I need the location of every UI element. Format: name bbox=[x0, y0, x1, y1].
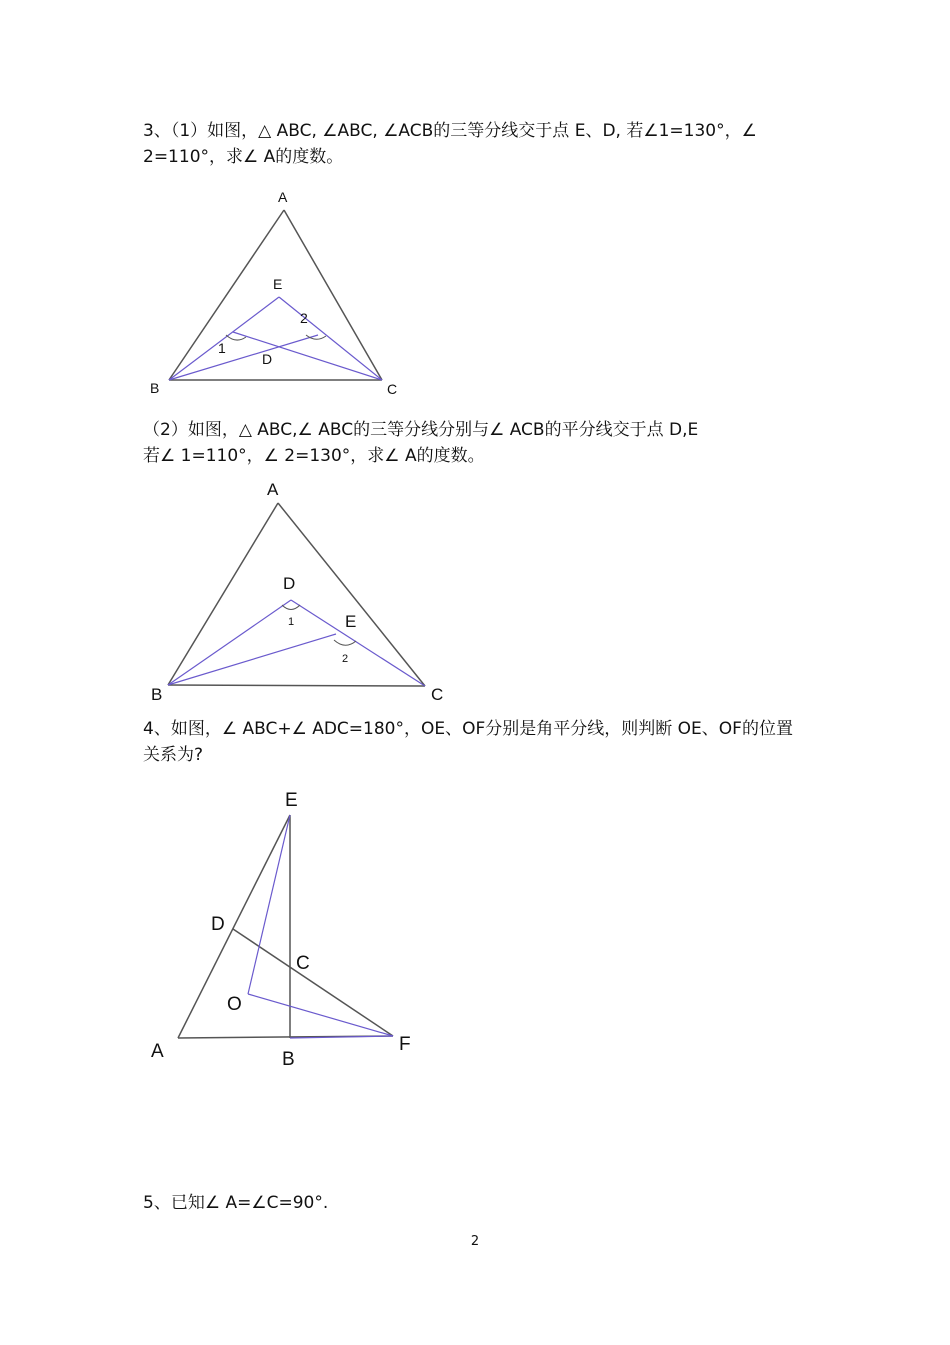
fig3-label-b: B bbox=[282, 1049, 295, 1070]
fig3-label-c: C bbox=[296, 953, 310, 974]
fig2-label-2: 2 bbox=[342, 653, 349, 665]
fig1-label-c: C bbox=[387, 381, 398, 397]
fig3-label-o: O bbox=[227, 994, 242, 1015]
fig3-label-a: A bbox=[151, 1041, 164, 1062]
problem3-part1-line2: 2=110°，求∠ A的度数。 bbox=[143, 147, 344, 167]
fig2-label-1: 1 bbox=[288, 616, 295, 628]
fig1-label-d: D bbox=[262, 351, 273, 367]
figure-3 bbox=[140, 780, 430, 1080]
problem4-line1: 4、如图，∠ ABC+∠ ADC=180°，OE、OF分别是角平分线，则判断 OE、OF的位置 bbox=[143, 719, 793, 739]
problem3-part1-line1: 3、（1）如图，△ ABC, ∠ABC, ∠ACB的三等分线交于点 E、D, 若∠1=130°，∠ bbox=[143, 121, 757, 141]
fig1-label-1: 1 bbox=[218, 340, 226, 356]
fig1-trisectors bbox=[169, 297, 382, 380]
fig2-angle1-arc bbox=[282, 605, 300, 610]
figure-1 bbox=[140, 180, 420, 400]
fig2-label-c: C bbox=[431, 685, 444, 704]
fig1-label-e: E bbox=[273, 276, 283, 292]
fig3-label-f: F bbox=[399, 1034, 411, 1055]
problem3-part2-line1: （2）如图，△ ABC,∠ ABC的三等分线分别与∠ ACB的平分线交于点 D,E bbox=[143, 420, 699, 440]
figure-2 bbox=[140, 475, 460, 710]
fig3-label-e: E bbox=[285, 790, 298, 811]
fig1-label-a: A bbox=[278, 189, 288, 205]
problem3-part2-line2: 若∠ 1=110°，∠ 2=130°，求∠ A的度数。 bbox=[143, 446, 485, 466]
fig2-construction bbox=[168, 600, 425, 686]
fig2-label-e: E bbox=[345, 612, 357, 631]
fig2-label-b: B bbox=[151, 685, 163, 704]
fig3-label-d: D bbox=[211, 914, 225, 935]
problem5-line1: 5、已知∠ A=∠C=90°. bbox=[143, 1193, 329, 1213]
problem4-line2: 关系为? bbox=[143, 745, 204, 765]
fig2-label-d: D bbox=[283, 574, 296, 593]
fig2-angle2-arc bbox=[334, 640, 356, 645]
fig1-label-b: B bbox=[150, 380, 160, 396]
fig1-label-2: 2 bbox=[300, 310, 308, 326]
fig3-bisectors bbox=[248, 815, 393, 1038]
page-number: 2 bbox=[470, 1234, 480, 1249]
fig2-label-a: A bbox=[267, 480, 279, 499]
